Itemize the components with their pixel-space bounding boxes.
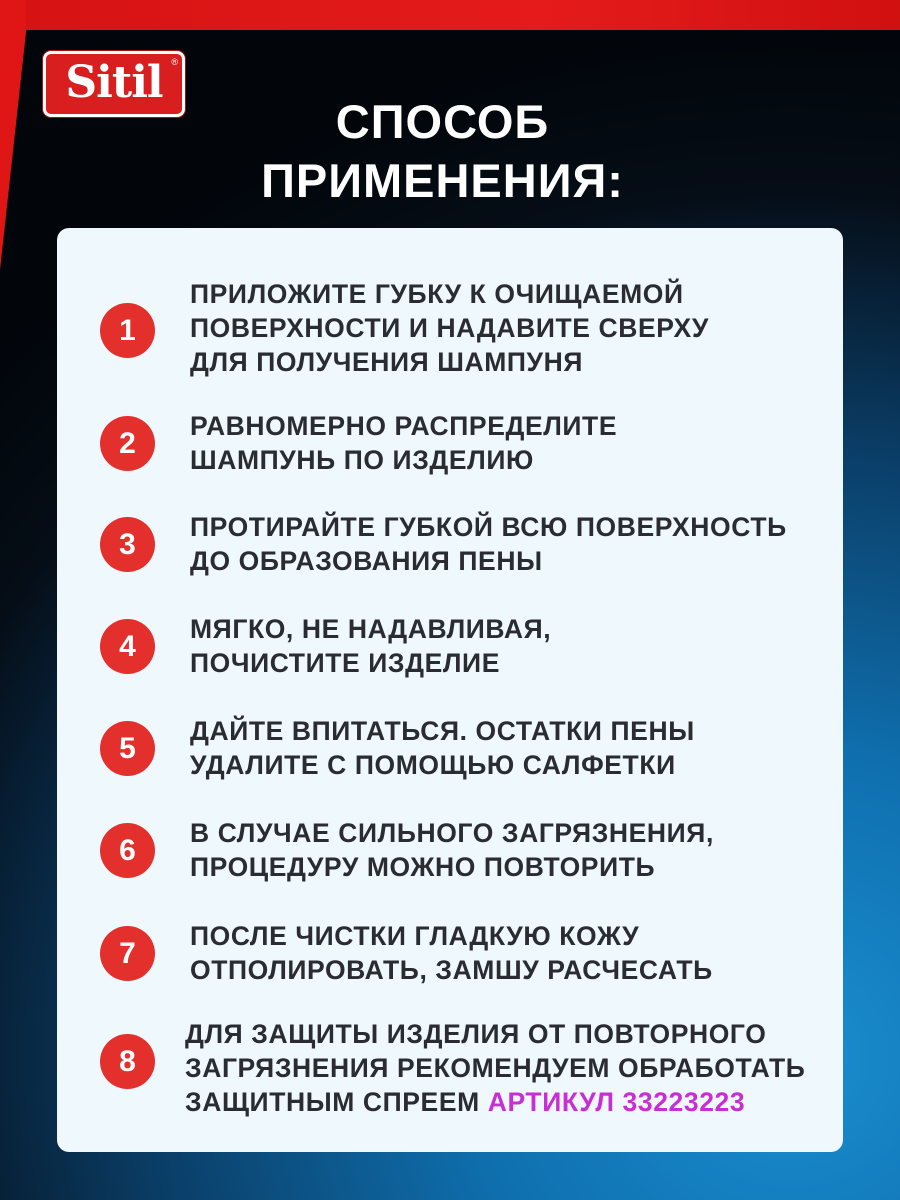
step-text-line: ПРОЦЕДУРУ МОЖНО ПОВТОРИТЬ <box>190 852 656 882</box>
logo-text: Sitil <box>65 57 163 108</box>
step-text-line: ЗАГРЯЗНЕНИЯ РЕКОМЕНДУЕМ ОБРАБОТАТЬ <box>185 1053 806 1083</box>
step-text-line: ДЛЯ ЗАЩИТЫ ИЗДЕЛИЯ ОТ ПОВТОРНОГО <box>185 1019 767 1049</box>
step-text-line: ПОВЕРХНОСТИ И НАДАВИТЕ СВЕРХУ <box>190 313 709 343</box>
step-text <box>190 409 830 477</box>
step-text-line: ДЛЯ ПОЛУЧЕНИЯ ШАМПУНЯ <box>190 347 584 377</box>
sitil-logo <box>43 51 185 117</box>
top-red-bar <box>0 0 900 30</box>
step-text-segment: ЗАЩИТНЫМ СПРЕЕМ <box>185 1087 480 1117</box>
step-text-line: ПРОТИРАЙТЕ ГУБКОЙ ВСЮ ПОВЕРХНОСТЬ <box>190 512 787 542</box>
step-text-line: ПОСЛЕ ЧИСТКИ ГЛАДКУЮ КОЖУ <box>190 921 640 951</box>
step-number-badge: 1 <box>100 303 155 358</box>
step-text-line: ОТПОЛИРОВАТЬ, ЗАМШУ РАСЧЕСАТЬ <box>190 955 713 985</box>
step-text <box>185 1017 825 1119</box>
step-text-line: РАВНОМЕРНО РАСПРЕДЕЛИТЕ <box>190 411 618 441</box>
step-number-badge: 7 <box>100 926 155 981</box>
step-text-line: ДАЙТЕ ВПИТАТЬСЯ. ОСТАТКИ ПЕНЫ <box>190 716 695 746</box>
step-text-line: ДО ОБРАЗОВАНИЯ ПЕНЫ <box>190 546 543 576</box>
registered-mark: ® <box>171 57 178 67</box>
instructions-card <box>57 228 843 1152</box>
page-title <box>200 92 685 210</box>
step-text <box>190 919 830 987</box>
step-text-line: ПРИЛОЖИТЕ ГУБКУ К ОЧИЩАЕМОЙ <box>190 279 684 309</box>
step-number-badge: 4 <box>100 619 155 674</box>
title-line-1: СПОСОБ <box>335 95 550 148</box>
article-number-highlight: АРТИКУЛ 33223223 <box>487 1087 746 1117</box>
left-red-stripe <box>0 0 26 270</box>
step-number-badge: 3 <box>100 517 155 572</box>
step-text-line: ПОЧИСТИТЕ ИЗДЕЛИЕ <box>190 648 500 678</box>
step-text <box>190 816 830 884</box>
title-line-2: ПРИМЕНЕНИЯ: <box>261 154 624 207</box>
step-number-badge: 5 <box>100 721 155 776</box>
step-text <box>190 277 830 379</box>
step-text-line <box>185 1085 825 1119</box>
step-text <box>190 714 830 782</box>
step-number-badge: 2 <box>100 416 155 471</box>
step-text-line: МЯГКО, НЕ НАДАВЛИВАЯ, <box>190 614 552 644</box>
step-text-line: В СЛУЧАЕ СИЛЬНОГО ЗАГРЯЗНЕНИЯ, <box>190 818 714 848</box>
step-text-line: ШАМПУНЬ ПО ИЗДЕЛИЮ <box>190 445 534 475</box>
step-text <box>190 510 830 578</box>
step-text <box>190 612 830 680</box>
step-number-badge: 6 <box>100 823 155 878</box>
step-text-line: УДАЛИТЕ С ПОМОЩЬЮ САЛФЕТКИ <box>190 750 676 780</box>
step-number-badge: 8 <box>100 1034 155 1089</box>
